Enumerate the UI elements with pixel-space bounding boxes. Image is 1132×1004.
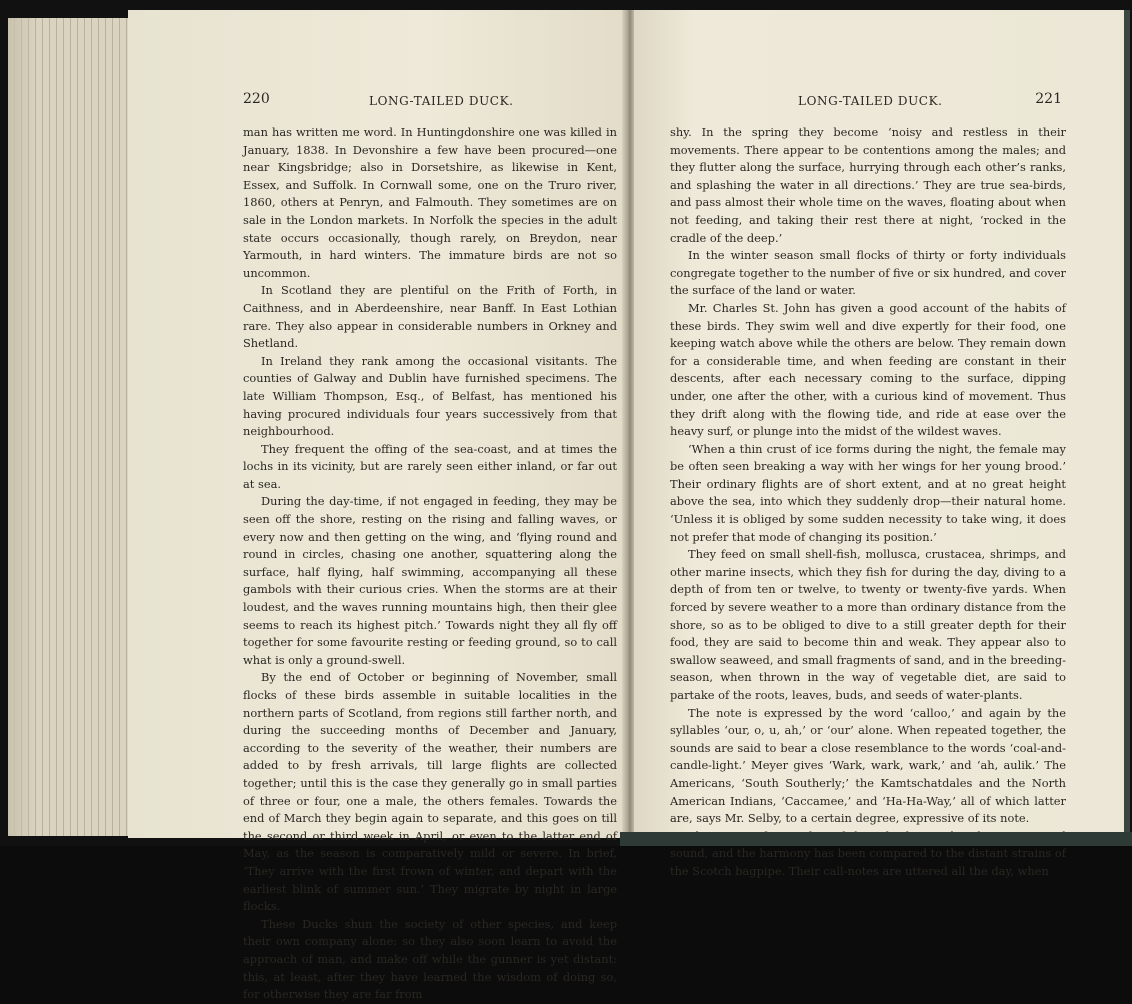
paragraph: sound, and the harmony has been compared to the distant strains of the Scotch bagpipe. Their call-notes are uttered all the day, when (670, 846, 1066, 878)
paragraph: In the winter season small flocks of thirty or forty individuals congregate together to the number of five or six hundred, and cover the surface of the land or water. (670, 248, 1066, 298)
paragraph: They feed on small shell-fish, mollusca, crustacea, shrimps, and other marine insects, which they fish for during the day, diving to a depth of from ten or twelve, to twenty or twenty-five yards. When forced by severe weather to a more than ordinary distance from the shore, so as to be obliged to dive to a still greater depth for their food, they are said to become thin and weak. They appear also to swallow seaweed, and small fragments of sand, and in the breeding-season, when thrown in the way of vegetable diet, are said to partake of the roots, leaves, buds, and seeds of water-plants. (670, 547, 1066, 702)
page-edges (8, 18, 138, 836)
left-page (128, 10, 626, 1002)
left-running-head: LONG-TAILED DUCK. (369, 94, 514, 108)
book-cover-edge (620, 832, 1132, 846)
paragraph: The note is expressed by the word ‘calloo,’ and again by the syllables ‘our, o, u, ah,’ or ‘our’ alone. When repeated together, the sounds are said to bear a close resemblance to the words ‘coal-and-candle-light.’ Meyer gives ‘Wark, wark, wark,’ and ‘ah, aulik.’ The Americans, ‘South Southerly;’ the Kamtschatdales and the North American Indians, ‘Caccamee,’ and ‘Ha-Ha-Way,’ all of which latter are, says Mr. Selby, to a certain degree, expressive of its note. (670, 705, 1066, 826)
paragraph: Mr. Charles St. John has given a good account of the habits of these birds. They swim well and dive expertly for their food, one keeping watch above while the others are below. They remain down for a considerable time, and when feeding are constant in their descents, after each necessary coming to the surface, dipping under, one after the other, with a curious kind of movement. Thus they drift along with the flowing tide, and ride at ease over the heavy surf, or plunge into the midst of the wildest waves. (670, 300, 1066, 439)
paragraph: These Ducks shun the society of other species, and keep their own company alone: so they also soon learn to avoid the approach of man, and make off while the gunner is yet distant: this, at least, after they have learned the wisdom of doing so, for otherwise they are far from (243, 916, 617, 1002)
paragraph: In Ireland they rank among the occasional visitants. The counties of Galway and Dublin have furnished specimens. The late William Thompson, Esq., of Belfast, has mentioned his having procured individuals four years successively from that neighbourhood. (243, 353, 617, 439)
paragraph: ‘When a thin crust of ice forms during the night, the female may be often seen breaking a way with her wings for her young brood.’ Their ordinary flights are of short extent, and at no great height above the sea, into which they suddenly drop—their natural home. ‘Unless it is obliged by some sudden necessity to take wing, it does not prefer that mode of changing its position.’ (670, 441, 1066, 544)
paragraph: During the day-time, if not engaged in feeding, they may be seen off the shore, resting on the rising and falling waves, or every now and then getting on the wing, and ‘flying round and round in circles, chasing one another, squattering along the surface, half flying, half swimming, accompanying all these gambols with their curious cries. When the storms are at their loudest, and the waves running mountains high, then their glee seems to reach its highest pitch.’ Towards night they all fly off together for some favourite resting or feeding ground, so to call what is only a ground-swell. (243, 494, 617, 667)
right-page-number: 221 (1035, 91, 1062, 107)
left-page-body (243, 124, 617, 1004)
paragraph: In Scotland they are plentiful on the Frith of Forth, in Caithness, and in Aberdeenshire, near Banff. In East Lothian rare. They also appear in considerable numbers in Orkney and Shetland. (243, 283, 617, 351)
paragraph: They frequent the offing of the sea-coast, and at times the lochs in its vicinity, but are rarely seen either inland, or far out at sea. (243, 441, 617, 491)
right-running-head: LONG-TAILED DUCK. (798, 94, 943, 108)
right-page-body (670, 124, 1066, 881)
paragraph: By the end of October or beginning of November, small flocks of these birds assemble in suitable localities in the northern parts of Scotland, from regions still farther north, and during the succeeding months of December and January, according to the severity of the weather, their numbers are added to by fresh arrivals, till large flights are collected together; until this is the case they generally go in small parties of three or four, one a male, the others females. Towards the end of March they begin again to separate, and this goes on till the second or third week in April, or even to the latter end of May, as the season is comparatively mild or severe. In brief, ‘They arrive with the first frown of winter, and depart with the earliest blink of summer sun.’ They migrate by night in large flocks. (243, 670, 617, 914)
paragraph: man has written me word. In Huntingdonshire one was killed in January, 1838. In Devonshire a few have been procured—one near Kingsbridge; also in Dorsetshire, as likewise in Kent, Essex, and Suffolk. In Cornwall some, one on the Truro river, 1860, others at Penryn, and Falmouth. They sometimes are on sale in the London markets. In Norfolk the species in the adult state occurs occasionally, though rarely, on Breydon, near Yarmouth, in hard winters. The immature birds are not so uncommon. (243, 125, 617, 280)
left-page-number: 220 (243, 91, 270, 107)
paragraph: shy. In the spring they become ‘noisy and restless in their movements. There appear to be contentions among the males; and they flutter along the surface, hurrying through each other’s ranks, and splashing the water in all directions.’ They are true sea-birds, and pass almost their whole time on the waves, floating about when not feeding, and taking their rest there at night, ‘rocked in the cradle of the deep.’ (670, 125, 1066, 245)
right-page (634, 10, 1130, 878)
